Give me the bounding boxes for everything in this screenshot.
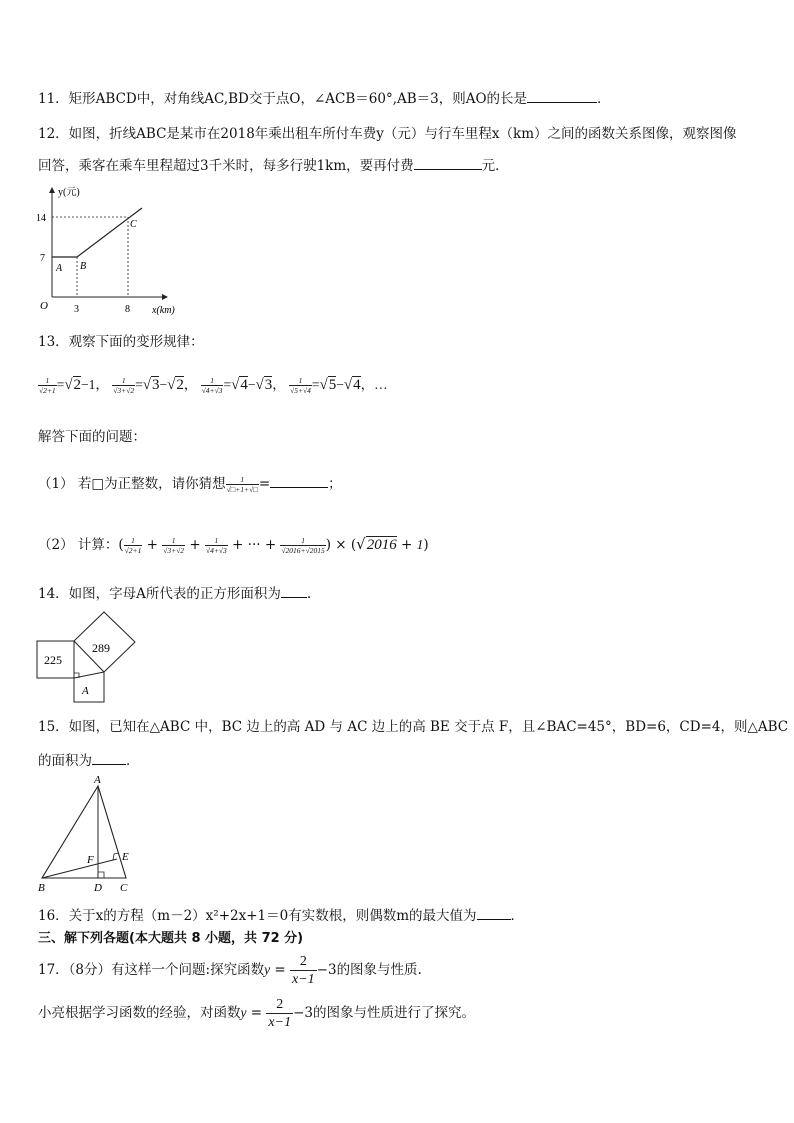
q17-line2-function-fraction: $\frac{2}{x-1}$ xyxy=(268,997,292,1030)
question-17-line2: 小亮根据学习函数的经验，对函数y = $\frac{2}{x-1}$ −3的图象与性质进行了探究。 xyxy=(38,997,475,1030)
graph-point-b: B xyxy=(80,261,87,272)
question-17-line1: 17．（8分）有这样一个问题:探究函数y = $\frac{2}{x-1}$ −3的图象与性质. xyxy=(38,954,422,987)
section-3-title: 三、解下列各题(本大题共 8 小题，共 72 分) xyxy=(38,931,304,946)
q13-part1-text: （1） 若□为正整数，请你猜想 xyxy=(38,476,226,492)
q17-line2-prefix: 小亮根据学习函数的经验，对函数 xyxy=(38,1005,241,1021)
question-12-line2: 回答，乘客在乘车里程超过3千米时，每多行驶1km，要再付费 元． xyxy=(38,155,509,175)
q16-answer-blank xyxy=(477,905,511,920)
q13-part1: （1） 若□为正整数，请你猜想 $\frac{1}{√□+1+√□}$ = ； xyxy=(38,475,342,494)
q17-line2-suffix: 的图象与性质进行了探究。 xyxy=(312,1005,475,1021)
graph-y-tick-7: 7 xyxy=(40,253,45,264)
q13-sub-heading: 解答下面的问题： xyxy=(38,429,146,445)
q14-squares-figure xyxy=(34,610,144,705)
square-225-label: 225 xyxy=(44,653,62,667)
question-15-line2: 的面积为 ． xyxy=(38,750,140,770)
q12-line2-text: 回答，乘客在乘车里程超过3千米时，每多行驶1km，要再付费 xyxy=(38,158,414,174)
q15-triangle-figure xyxy=(30,772,150,894)
graph-x-tick-8: 8 xyxy=(125,304,130,315)
tri-label-d: D xyxy=(94,882,102,894)
q12-fare-graph xyxy=(30,185,210,320)
graph-origin: O xyxy=(40,300,48,312)
q17-function-tail: −3 xyxy=(316,962,337,978)
graph-x-label: x(km) xyxy=(152,305,175,316)
graph-x-tick-3: 3 xyxy=(74,304,79,315)
q13-pattern-formulas: $\frac{1}{√2+1}$ =√2−1， $\frac{1}{√3+√2}$ =√3−√2， $\frac{1}{√4+√3}$ =√4−√3， $\frac{1}{√5+√4}$ =√5−√4，… xyxy=(39,376,388,396)
q15-line2-text: 的面积为 xyxy=(38,753,92,769)
q13-part2: （2） 计算：( $\frac{1}{√2+1}$ + $\frac{1}{√3+√2}$ + $\frac{1}{√4+√3}$ + ··· + $\frac{1}{√2016+√2015}$ ) × (√2016 + 1) xyxy=(38,535,429,555)
q15-answer-blank xyxy=(92,750,126,765)
graph-y-tick-14: 14 xyxy=(36,213,46,224)
q11-text: 11．矩形ABCD中，对角线AC,BD交于点O，∠ACB＝60°,AB＝3，则AO的长是 xyxy=(38,91,528,107)
q16-text: 16．关于x的方程（m－2）x²+2x+1＝0有实数根，则偶数m的最大值为 xyxy=(38,908,477,924)
graph-point-c: C xyxy=(130,219,137,230)
q17-prefix: 17．（8分）有这样一个问题:探究函数 xyxy=(38,962,265,978)
question-16: 16．关于x的方程（m－2）x²+2x+1＝0有实数根，则偶数m的最大值为 ． xyxy=(38,905,524,925)
q17-function-fraction: $\frac{2}{x-1}$ xyxy=(291,954,315,987)
q17-line2-function-tail: −3 xyxy=(293,1005,313,1021)
tri-label-a: A xyxy=(94,774,101,786)
q17-suffix: 的图象与性质. xyxy=(336,962,422,978)
q12-unit: 元 xyxy=(481,158,496,174)
tri-label-e: E xyxy=(122,851,129,863)
q14-text: 14．如图，字母A所代表的正方形面积为 xyxy=(38,586,281,602)
q13-part1-blank xyxy=(270,473,328,488)
q12-answer-blank xyxy=(414,155,482,170)
q13-part2-text: （2） 计算： xyxy=(38,537,119,553)
question-13-title: 13．观察下面的变形规律： xyxy=(38,334,204,350)
question-12-line1: 12．如图，折线ABC是某市在2018年乘出租车所付车费y（元）与行车里程x（km）之间的函数关系图像，观察图像 xyxy=(38,126,737,142)
question-11: 11．矩形ABCD中，对角线AC,BD交于点O，∠ACB＝60°,AB＝3，则AO的长是 ． xyxy=(38,88,611,108)
tri-label-f: F xyxy=(87,854,94,866)
graph-point-a: A xyxy=(56,263,63,274)
square-289-label: 289 xyxy=(92,641,110,655)
square-a-label: A xyxy=(82,685,89,697)
q11-answer-blank xyxy=(527,88,597,103)
question-15-line1: 15．如图，已知在△ABC 中，BC 边上的高 AD 与 AC 边上的高 BE 交于点 F，且∠BAC=45°，BD=6，CD=4，则△ABC xyxy=(38,719,789,735)
q14-answer-blank xyxy=(281,583,307,598)
tri-label-b: B xyxy=(38,882,45,894)
graph-y-label: y(元) xyxy=(58,187,80,198)
question-14: 14．如图，字母A所代表的正方形面积为 ． xyxy=(38,583,320,603)
tri-label-c: C xyxy=(120,882,128,894)
